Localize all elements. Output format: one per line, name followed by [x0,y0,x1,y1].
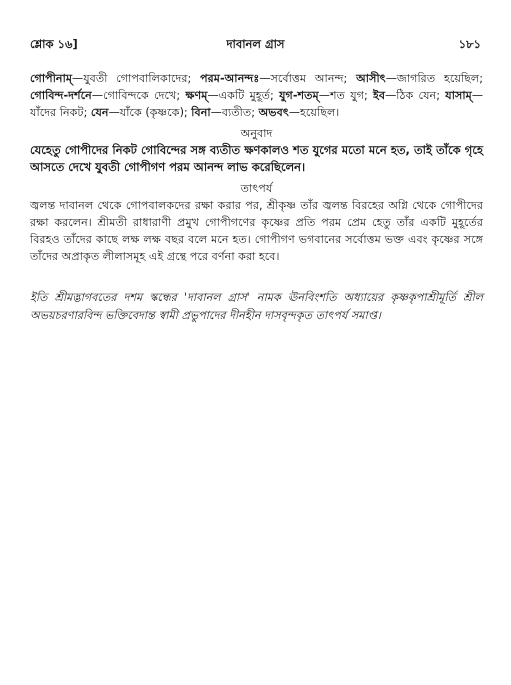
synonym-meaning: —ঠিক যেন; [385,89,446,103]
translation-heading: অনুবাদ [240,126,273,140]
synonym-term: যাসাম্ [445,89,472,103]
synonym-term: বিনা [191,106,211,120]
synonym-term: ইব [373,89,386,103]
synonym-term: আসীৎ [356,72,386,85]
synonyms-paragraph [30,70,483,122]
synonym-term: অভবৎ [258,106,289,120]
page-header [30,36,481,54]
synonym-meaning: —গোবিন্দকে দেখে; [91,89,186,103]
chapter-colophon: ইতি শ্রীমদ্ভাগবতের দশম স্কন্ধের 'দাবানল গ্রাস' নামক ঊনবিংশতি অধ্যায়ের কৃষ্ণকৃপাশ্রীমূর্তি শ্রীল অভয়চরণারবিন্দ ভক্তিবেদান্ত স্বামী প্রভুপাদের দীনহীন দাসবৃন্দকৃত তাৎপর্য সমাপ্ত। [30,291,483,322]
page-number: ১৮১ [458,37,481,51]
synonym-term: যুগ-শতম্ [279,89,319,103]
synonym-meaning: —যাঁদের নিকট; [30,89,483,120]
synonym-meaning: —সর্বোত্তম আনন্দ; [259,72,357,85]
synonym-meaning: —যাঁকে (কৃষ্ণকে); [108,106,192,120]
synonym-meaning: —জাগরিত হয়েছিল; [385,72,483,85]
synonym-term: গোবিন্দ-দর্শনে [30,89,92,103]
synonym-term: গোপীনাম্ [30,72,73,85]
synonym-meaning: —শত যুগ; [318,89,374,103]
purport-paragraph: জ্বলন্ত দাবানল থেকে গোপবালকদের রক্ষা করার পর, শ্রীকৃষ্ণ তাঁর জ্বলন্ত বিরহের অগ্নি থেকে গোপীদের রক্ষা করলেন। শ্রীমতী রাধারাণী প্রমুখ গোপীগণের কৃষ্ণের প্রতি পরম প্রেম হেতু তাঁর একটি মুহূর্তের বিরহও তাঁদের কাছে লক্ষ লক্ষ বছর বলে মনে হত। গোপীগণ ভগবানের সর্বোত্তম ভক্ত এবং কৃষ্ণের সঙ্গে তাঁদের অপ্রাকৃত লীলাসমূহ এই গ্রন্থে পরে বর্ণনা করা হবে। [30,198,483,264]
translation-paragraph: যেহেতু গোপীদের নিকট গোবিন্দের সঙ্গ ব্যতীত ক্ষণকালও শত যুগের মতো মনে হত, তাই তাঁকে গৃহে আসতে দেখে যুবতী গোপীগণ পরম আনন্দ লাভ করেছিলেন। [30,142,483,175]
synonym-term: ক্ষণম্ [185,89,208,103]
synonym-term: যেন [90,106,109,120]
synonym-meaning: —যুবতী গোপবালিকাদের; [72,72,201,85]
verse-number: শ্লোক ১৬] [30,37,78,51]
purport-heading: তাৎপর্য [240,181,273,195]
page-body [30,70,483,324]
synonym-meaning: —ব্যতীত; [210,106,259,120]
chapter-title: দাবানল গ্রাস [226,37,285,51]
synonym-meaning: —একটি মুহূর্ত; [207,89,280,103]
synonym-meaning: —হয়েছিল। [288,106,340,120]
synonym-term: পরম-আনন্দঃ [200,72,260,85]
